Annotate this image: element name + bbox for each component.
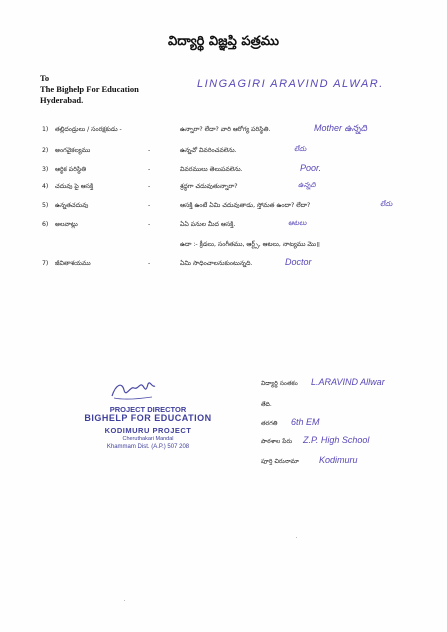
field-number: 5) (42, 202, 49, 209)
field-description: ఉన్నచో వివరించవలెను. (180, 147, 237, 154)
field-row-higher-studies (0, 202, 447, 216)
detail-value: Kodimuru (319, 455, 358, 465)
field-number: 1) (42, 126, 49, 133)
field-label: ఉన్నతచదువు (55, 202, 89, 209)
field-number: 7) (42, 260, 49, 267)
detail-label: తరగతి (261, 420, 278, 427)
address-row (261, 455, 441, 472)
student-name-handwritten: LINGAGIRI ARAVIND ALWAR. (197, 78, 384, 90)
page-title: విద్యార్థి విజ్ఞప్తి పత్రము (167, 34, 280, 49)
field-label: అంగవైకల్యము (55, 147, 91, 154)
detail-label: విద్యార్థి సంతకం (261, 380, 298, 387)
detail-value: Z.P. High School (303, 435, 370, 445)
field-row-financial (0, 163, 447, 180)
field-row-parents (0, 123, 447, 140)
detail-label: పాఠశాల పేరు (261, 438, 293, 445)
field-number: 2) (42, 147, 49, 154)
field-description: ఏమి సాధించాలనుకుంటున్నది. (180, 260, 253, 267)
field-label: అలవాట్లు (55, 221, 78, 228)
field-answer: ఉన్నది (298, 182, 316, 189)
field-dash: - (148, 183, 151, 190)
field-number: 3) (42, 166, 49, 173)
date-row (261, 401, 441, 415)
field-label: తల్లిదండ్రులు / సంరక్షకుడు - (55, 126, 122, 133)
field-description: ఆసక్తి ఉంటే ఏమి చదువుతాడు, స్తోమత ఉందా? లేదా? (180, 202, 311, 209)
school-row (261, 435, 441, 452)
field-answer: Mother ఉన్నది (314, 123, 368, 133)
habits-examples: ఉదా :- క్రీడలు, సంగీతము, ఆర్ట్స్, ఆటలు, నాట్యము మొ॥ (180, 241, 320, 248)
field-answer: Doctor (285, 257, 312, 267)
field-dash: - (148, 202, 151, 209)
student-signature-row (261, 377, 441, 394)
field-dash: - (148, 166, 151, 173)
detail-label: తేది. (261, 401, 272, 408)
field-row-interest (0, 183, 447, 197)
field-dash: - (148, 147, 151, 154)
director-signature-icon (108, 378, 158, 402)
field-answer: లేదు (380, 201, 393, 208)
stamp-mandal: Cheruthakari Mandal (122, 436, 174, 442)
field-answer: లేదు (294, 146, 307, 153)
field-answer: Poor. (300, 163, 322, 173)
stamp-address: Khammam Dist. (A.P.) 507 208 (106, 444, 190, 450)
field-dash: - (148, 221, 151, 228)
scan-speck (124, 600, 125, 601)
field-label: జీవితాశయము (55, 260, 91, 267)
field-answer: ఆటలు (288, 220, 307, 227)
field-description: ఏఏ పనుల మీద ఆసక్తి. (180, 221, 236, 228)
field-description: ఉన్నారా? లేదా? వారి ఆరోగ్య పరిస్థితి. (180, 126, 271, 133)
address-block (40, 73, 139, 106)
field-row-habits (0, 221, 447, 235)
detail-value: L.ARAVIND Allwar (311, 377, 385, 387)
field-description: వివరములు తెలుపవలెను. (180, 166, 243, 173)
stamp-project: KODIMURU PROJECT (104, 426, 192, 435)
field-label: చదువు పై ఆసక్తి (55, 183, 94, 190)
field-number: 4) (42, 183, 49, 190)
field-label: ఆర్థిక పరిస్థితి (55, 166, 87, 173)
stamp-title: PROJECT DIRECTOR (109, 405, 187, 414)
field-number: 6) (42, 221, 49, 228)
field-description: శ్రద్ధగా చదువుతున్నారా? (180, 183, 238, 190)
field-row-disability (0, 147, 447, 161)
stamp-organization: BIGHELP FOR EDUCATION (84, 413, 212, 423)
detail-label: పూర్తి చిరునామా (261, 458, 299, 465)
address-organization: The Bighelp For Education (40, 84, 139, 94)
class-row (261, 417, 441, 434)
field-row-ambition (0, 257, 447, 274)
address-city: Hyderabad. (40, 95, 84, 105)
scan-speck (296, 537, 297, 538)
detail-value: 6th EM (291, 417, 320, 427)
address-to: To (40, 73, 50, 83)
field-dash: - (148, 260, 151, 267)
